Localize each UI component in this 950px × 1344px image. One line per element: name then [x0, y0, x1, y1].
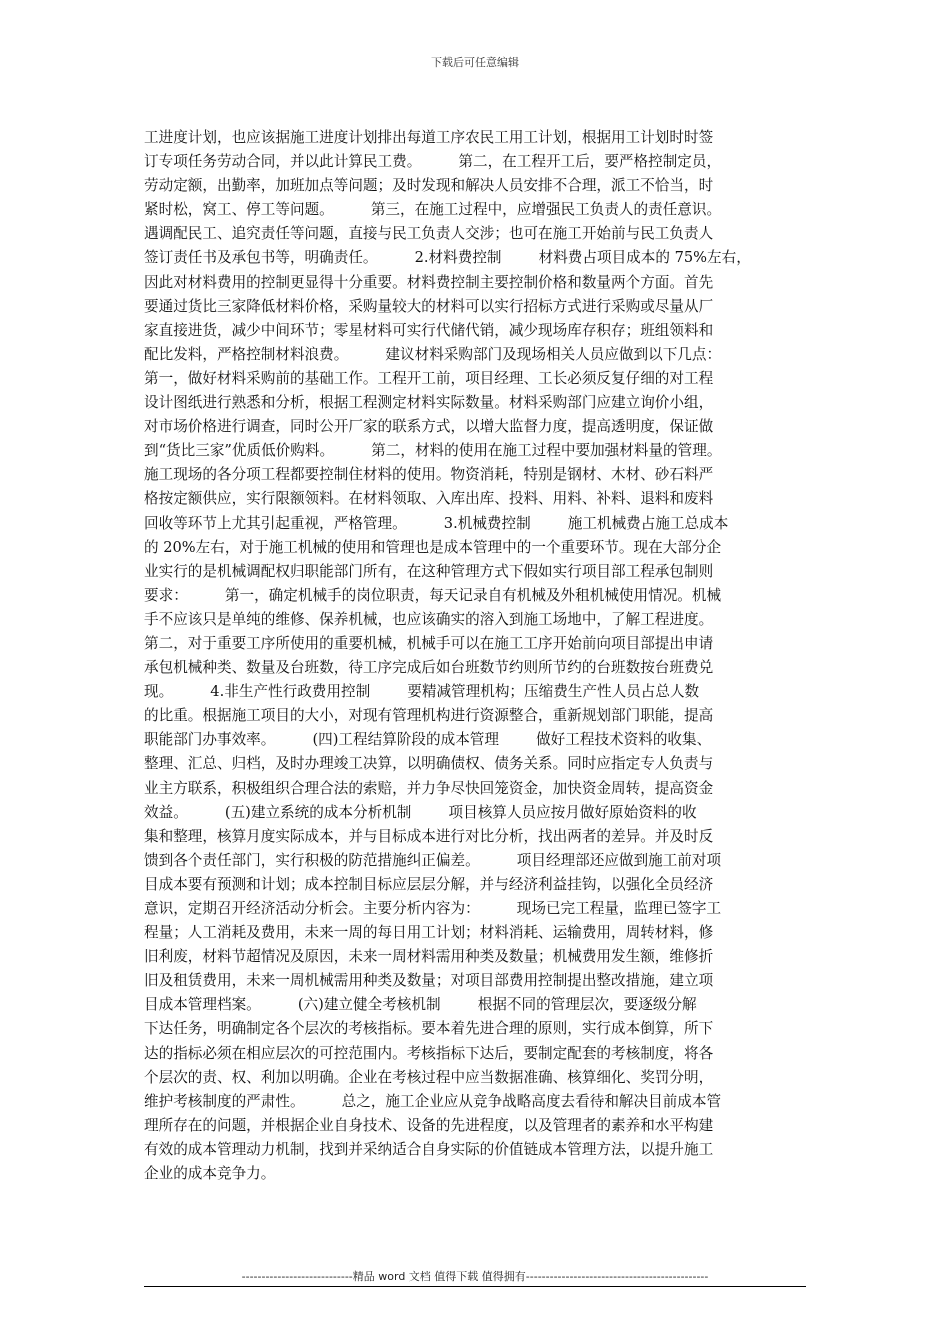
body-line: 手不应该只是单纯的维修、保养机械，也应该确实的溶入到施工场地中，了解工程进度。 — [144, 610, 714, 628]
body-line: 到“货比三家”优质低价购料。 第二，材料的使用在施工过程中要加强材料量的管理。 — [144, 442, 722, 460]
body-line: 旧及租赁费用，未来一周机械需用种类及数量；对项目部费用控制提出整改措施，建立项 — [144, 972, 714, 990]
body-line: 家直接进货，减少中间环节；零星材料可实行代储代销，减少现场库存积存；班组领料和 — [144, 321, 714, 339]
body-line: 承包机械种类、数量及台班数，待工序完成后如台班数节约则所节约的台班数按台班费兑 — [144, 659, 714, 677]
body-line: 职能部门办事效率。 (四)工程结算阶段的成本管理 做好工程技术资料的收集、 — [144, 731, 712, 749]
body-line: 回收等环节上尤其引起重视，严格管理。 3.机械费控制 施工机械费占施工总成本 — [144, 514, 729, 532]
body-line: 劳动定额，出勤率，加班加点等问题；及时发现和解决人员安排不合理，派工不恰当，时 — [144, 177, 714, 195]
body-line: 施工现场的各分项工程都要控制住材料的使用。物资消耗，特别是钢材、木材、砂石料严 — [144, 466, 714, 484]
body-line: 现。 4.非生产性行政费用控制 要精减管理机构；压缩费生产性人员占总人数 — [144, 683, 700, 701]
body-line: 企业的成本竞争力。 — [144, 1165, 276, 1183]
body-line: 理所存在的问题，并根据企业自身技术、设备的先进程度，以及管理者的素养和水平构建 — [144, 1116, 714, 1134]
body-line: 程量；人工消耗及费用，未来一周的每日用工计划；材料消耗、运输费用，周转材料，修 — [144, 924, 714, 942]
body-line: 的 20%左右，对于施工机械的使用和管理也是成本管理中的一个重要环节。现在大部分企 — [144, 538, 722, 556]
body-line: 目成本要有预测和计划；成本控制目标应层层分解，并与经济利益挂钩，以强化全员经济 — [144, 875, 714, 893]
page-header: 下载后可任意编辑 — [431, 56, 519, 69]
body-line: 达的指标必须在相应层次的可控范围内。考核指标下达后，要制定配套的考核制度，将各 — [144, 1044, 714, 1062]
body-line: 业主方联系，积极组织合理合法的索赔，并力争尽快回笼资金，加快资金周转，提高资金 — [144, 779, 714, 797]
body-line: 业实行的是机械调配权归职能部门所有，在这种管理方式下假如实行项目部工程承包制则 — [144, 562, 714, 580]
body-line: 旧利废，材料节超情况及原因，未来一周材料需用种类及数量；机械费用发生额，维修折 — [144, 948, 714, 966]
body-line: 要求： 第一，确定机械手的岗位职责，每天记录自有机械及外租机械使用情况。机械 — [144, 586, 722, 604]
body-line: 维护考核制度的严肃性。 总之，施工企业应从竞争战略高度去看待和解决目前成本管 — [144, 1092, 722, 1110]
body-line: 个层次的责、权、利加以明确。企业在考核过程中应当数据准确、核算细化、奖罚分明， — [144, 1068, 714, 1086]
body-line: 遇调配民工、追究责任等问题，直接与民工负责人交涉；也可在施工开始前与民工负责人 — [144, 225, 714, 243]
footer-rule — [144, 1286, 806, 1287]
body-line: 效益。 (五)建立系统的成本分析机制 项目核算人员应按月做好原始资料的收 — [144, 803, 697, 821]
body-line: 的比重。根据施工项目的大小，对现有管理机构进行资源整合，重新规划部门职能，提高 — [144, 707, 714, 725]
body-line: 第一，做好材料采购前的基础工作。工程开工前，项目经理、工长必须反复仔细的对工程 — [144, 369, 714, 387]
body-line: 要通过货比三家降低材料价格，采购量较大的材料可以实行招标方式进行采购或尽量从厂 — [144, 297, 714, 315]
body-line: 订专项任务劳动合同，并以此计算民工费。 第二，在工程开工后，要严格控制定员， — [144, 153, 722, 171]
body-line: 整理、汇总、归档，及时办理竣工决算，以明确债权、债务关系。同时应指定专人负责与 — [144, 755, 714, 773]
body-line: 工进度计划，也应该据施工进度计划排出每道工序农民工用工计划，根据用工计划时时签 — [144, 129, 714, 146]
body-line: 有效的成本管理动力机制，找到并采纳适合自身实际的价值链成本管理方法，以提升施工 — [144, 1140, 714, 1158]
body-line: 签订责任书及承包书等，明确责任。 2.材料费控制 材料费占项目成本的 75%左右， — [144, 249, 751, 267]
body-line: 下达任务，明确制定各个层次的考核指标。要本着先进合理的原则，实行成本倒算，所下 — [144, 1020, 714, 1038]
body-line: 第二，对于重要工序所使用的重要机械，机械手可以在施工工序开始前向项目部提出申请 — [144, 634, 714, 652]
body-line: 对市场价格进行调查，同时公开厂家的联系方式，以增大监督力度，提高透明度，保证做 — [144, 418, 714, 436]
body-line: 因此对材料费用的控制更显得十分重要。材料费控制主要控制价格和数量两个方面。首先 — [144, 273, 714, 291]
body-line: 格按定额供应，实行限额领料。在材料领取、入库出库、投料、用料、补料、退料和废料 — [144, 490, 714, 508]
body-line: 紧时松，窝工、停工等问题。 第三，在施工过程中，应增强民工负责人的责任意识。 — [144, 201, 722, 219]
body-line: 目成本管理档案。 (六)建立健全考核机制 根据不同的管理层次，要逐级分解 — [144, 996, 697, 1014]
document-body — [144, 126, 816, 1186]
body-line: 意识，定期召开经济活动分析会。主要分析内容为： 现场已完工程量，监理已签字工 — [144, 900, 722, 917]
body-line: 馈到各个责任部门，实行积极的防范措施纠正偏差。 项目经理部还应做到施工前对项 — [144, 851, 722, 869]
page-footer: ----------------------------精品 word 文档 值得下载 值得拥有---------------------------------------------- — [241, 1270, 709, 1283]
body-line: 集和整理，核算月度实际成本，并与目标成本进行对比分析，找出两者的差异。并及时反 — [144, 827, 714, 845]
body-line: 配比发料，严格控制材料浪费。 建议材料采购部门及现场相关人员应做到以下几点： — [144, 345, 722, 363]
body-line: 设计图纸进行熟悉和分析，根据工程测定材料实际数量。材料采购部门应建立询价小组， — [144, 394, 714, 412]
